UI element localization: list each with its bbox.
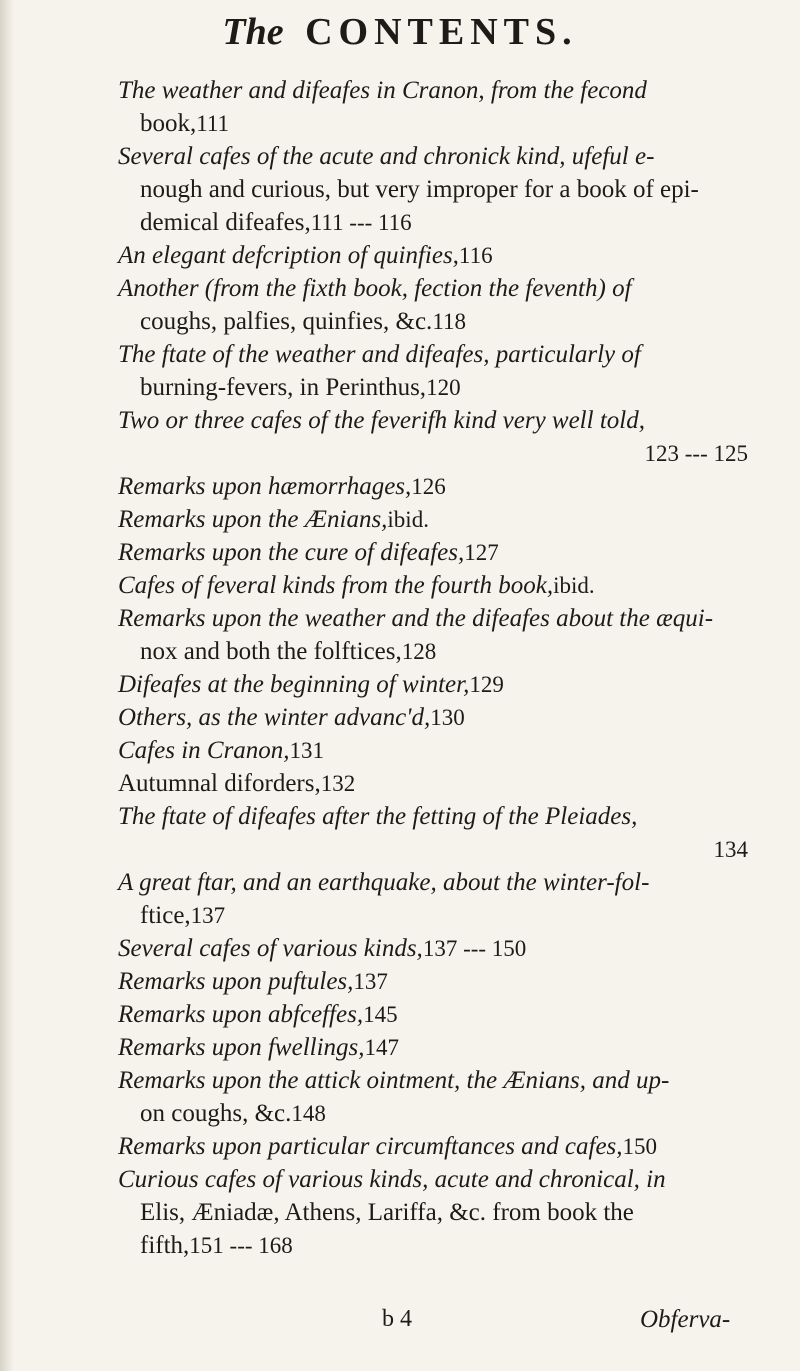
entry-text-line: A great ftar, and an earthquake, about the winter-fol- bbox=[118, 869, 650, 896]
contents-entry bbox=[118, 965, 748, 998]
contents-entry bbox=[118, 734, 748, 767]
page-reference: 118 bbox=[432, 309, 466, 334]
entry-text-line: on coughs, &c. bbox=[140, 1100, 292, 1127]
page-reference: 132 bbox=[320, 771, 356, 796]
contents-entry bbox=[118, 1163, 748, 1262]
contents-entry bbox=[118, 998, 748, 1031]
entry-text-line: Difeafes at the beginning of winter, bbox=[118, 671, 470, 698]
contents-entry bbox=[118, 74, 748, 140]
entry-text-line: Remarks upon hæmorrhages, bbox=[118, 473, 412, 500]
contents-entry bbox=[118, 932, 748, 965]
page-reference: 137 bbox=[353, 969, 388, 994]
entry-text-line: Several cafes of the acute and chronick kind, ufeful e- bbox=[118, 143, 655, 170]
page-header bbox=[0, 10, 800, 54]
entry-text-line: Others, as the winter advanc'd, bbox=[118, 704, 431, 731]
entry-text-line: Remarks upon the attick ointment, the Ænians, and up- bbox=[118, 1067, 670, 1094]
page-reference: 127 bbox=[464, 540, 499, 565]
entry-text-line: Cafes of feveral kinds from the fourth book, bbox=[118, 572, 554, 599]
entry-text-line: nox and both the folftices, bbox=[140, 638, 402, 665]
entry-text-line: The weather and difeafes in Cranon, from the fecond bbox=[118, 77, 647, 104]
contents-entry bbox=[118, 1130, 748, 1163]
entry-text-line: Elis, Æniadæ, Athens, Lariffa, &c. from book the bbox=[140, 1199, 634, 1226]
entry-text-line: Another (from the fixth book, fection the feventh) of bbox=[118, 275, 632, 302]
entry-text-line: coughs, palfies, quinfies, &c. bbox=[140, 308, 433, 335]
contents-entry bbox=[118, 140, 748, 239]
entry-text-line: The ftate of difeafes after the fetting of the Pleiades, bbox=[118, 803, 638, 830]
contents-entry bbox=[118, 1064, 748, 1130]
page-reference: 137 --- 150 bbox=[422, 936, 527, 961]
binding-shadow bbox=[0, 0, 14, 1371]
contents-entry bbox=[118, 569, 748, 602]
entry-text-line: book, bbox=[140, 110, 197, 137]
entry-text-line: Remarks upon the cure of difeafes, bbox=[118, 539, 465, 566]
contents-entry bbox=[118, 866, 748, 932]
page-footer bbox=[0, 1306, 800, 1346]
page-reference: 150 bbox=[622, 1134, 658, 1159]
entry-text-line: demical difeafes, bbox=[140, 209, 311, 236]
page-reference: 116 bbox=[458, 243, 493, 268]
header-the: The bbox=[222, 11, 284, 53]
page-reference: 130 bbox=[430, 705, 465, 730]
contents-entry bbox=[118, 338, 748, 404]
contents-entry bbox=[118, 404, 748, 470]
page-reference: 126 bbox=[411, 474, 446, 499]
entry-text-line: Remarks upon fwellings, bbox=[118, 1034, 365, 1061]
entry-text-line: Remarks upon puftules, bbox=[118, 968, 354, 995]
entry-text-line: Several cafes of various kinds, bbox=[118, 935, 423, 962]
entry-text-line: Curious cafes of various kinds, acute and chronical, in bbox=[118, 1166, 666, 1193]
catchword: Obferva- bbox=[640, 1306, 731, 1333]
contents-entry bbox=[118, 536, 748, 569]
entry-text-line: Two or three cafes of the feverifh kind very well told, bbox=[118, 407, 645, 434]
entry-text-line: Autumnal diforders, bbox=[118, 770, 321, 797]
entry-text-line: An elegant defcription of quinfies, bbox=[118, 242, 459, 269]
contents-entry bbox=[118, 767, 748, 800]
page-reference: 147 bbox=[364, 1035, 400, 1060]
contents-list bbox=[118, 74, 748, 1262]
header-title: CONTENTS. bbox=[305, 11, 578, 53]
contents-entry bbox=[118, 602, 748, 668]
entry-text-line: nough and curious, but very improper for a book of epi- bbox=[140, 176, 699, 203]
page-reference: ibid. bbox=[553, 573, 595, 598]
entry-text-line: Remarks upon the Ænians, bbox=[118, 506, 388, 533]
entry-text-line: The ftate of the weather and difeafes, particularly of bbox=[118, 341, 641, 368]
entry-text-line: Remarks upon particular circumftances and cafes, bbox=[118, 1133, 623, 1160]
page-reference: 111 bbox=[196, 111, 230, 136]
page-reference: 137 bbox=[190, 903, 226, 928]
contents-entry bbox=[118, 503, 748, 536]
page-reference: 134 bbox=[713, 837, 748, 862]
page-reference: 120 bbox=[426, 375, 461, 400]
contents-entry bbox=[118, 800, 748, 866]
contents-entry bbox=[118, 701, 748, 734]
contents-entry bbox=[118, 272, 748, 338]
page-reference: 129 bbox=[469, 672, 504, 697]
entry-text-line: burning-fevers, in Perinthus, bbox=[140, 374, 427, 401]
entry-text-line: Remarks upon abfceffes, bbox=[118, 1001, 364, 1028]
entry-text-line: fifth, bbox=[140, 1232, 190, 1259]
page-reference: 131 bbox=[289, 738, 325, 763]
page-reference: 151 --- 168 bbox=[189, 1233, 293, 1258]
contents-entry bbox=[118, 470, 748, 503]
page-reference: 128 bbox=[401, 639, 437, 664]
page-reference: 145 bbox=[363, 1002, 398, 1027]
page-reference: ibid. bbox=[387, 507, 429, 532]
page-reference: 148 bbox=[291, 1101, 326, 1126]
page-reference: 123 --- 125 bbox=[644, 441, 748, 466]
contents-entry bbox=[118, 668, 748, 701]
entry-text-line: Remarks upon the weather and the difeafes about the æqui- bbox=[118, 605, 714, 632]
contents-entry bbox=[118, 239, 748, 272]
entry-text-line: ftice, bbox=[140, 902, 191, 929]
page-reference: 111 --- 116 bbox=[310, 210, 412, 235]
contents-entry bbox=[118, 1031, 748, 1064]
entry-text-line: Cafes in Cranon, bbox=[118, 737, 290, 764]
signature-mark: b 4 bbox=[382, 1306, 412, 1332]
